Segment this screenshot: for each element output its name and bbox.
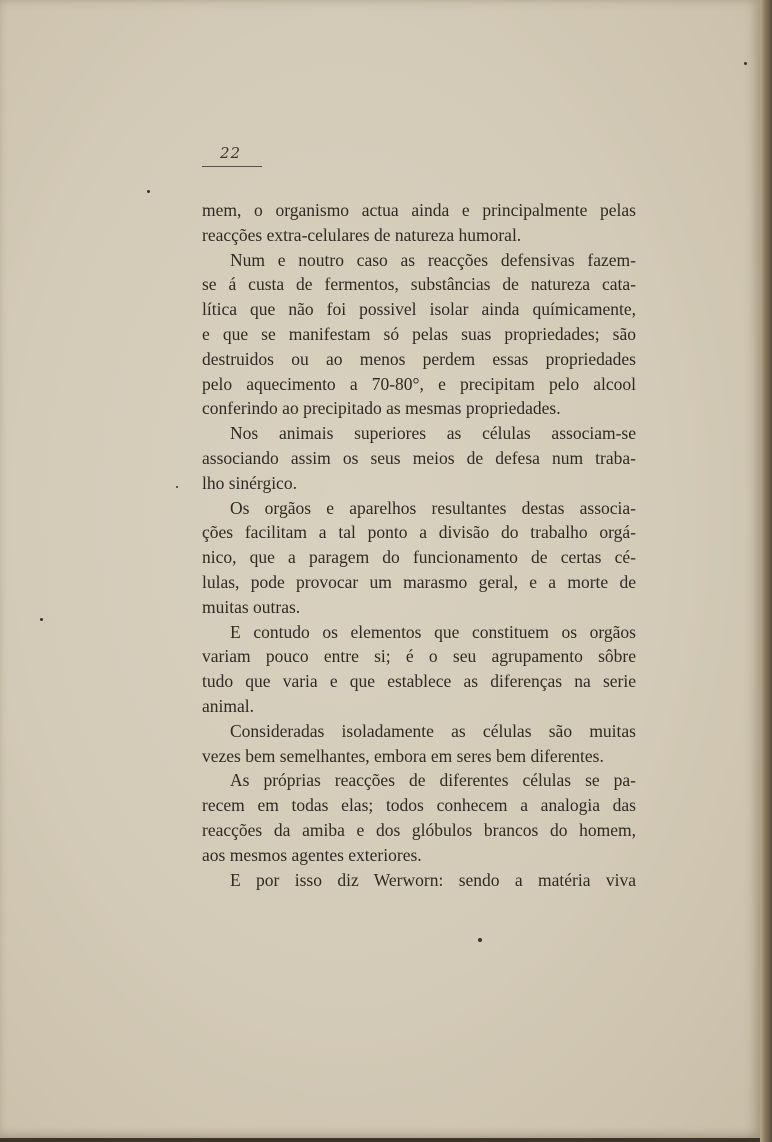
paper-speck [478,938,482,942]
page-edge [760,0,772,1142]
text-line: animal. [202,695,254,716]
text-line: ções facilitam a tal ponto a divisão do trabalho orgá- [202,522,636,543]
text-line: lho sinérgico. [202,472,297,493]
text-line: Num e noutro caso as reacções defensivas fazem- [230,249,636,270]
text-line: destruidos ou ao menos perdem essas propriedades [202,348,636,369]
text-line: lítica que não foi possivel isolar ainda químicamente, [202,299,636,320]
text-line: se á custa de fermentos, substâncias de natureza cata- [202,274,636,295]
text-line: As próprias reacções de diferentes células se pa- [230,770,636,791]
text-line: conferindo ao precipitado as mesmas propriedades. [202,398,561,419]
text-line: reacções da amiba e dos glóbulos brancos do homem, [202,819,636,840]
header-rule [202,166,262,167]
text-line: recem em todas elas; todos conhecem a analogia das [202,795,636,816]
text-line: Os orgãos e aparelhos resultantes destas associa- [230,497,636,518]
text-line: lulas, pode provocar um marasmo geral, e a morte de [202,571,636,592]
text-line: muitas outras. [202,596,301,617]
text-line: associando assim os seus meios de defesa num traba- [202,447,636,468]
text-line: variam pouco entre si; é o seu agrupamento sôbre [202,646,636,667]
body-text [202,198,636,892]
paper-speck [744,62,747,65]
text-line: tudo que varia e que establece as diferenças na serie [202,671,636,692]
text-line: Consideradas isoladamente as células são muitas [230,720,636,741]
text-line: Nos animais superiores as células associam-se [230,423,636,444]
paper-speck [40,618,43,621]
page-number: 22 [220,144,242,162]
text-line: aos mesmos agentes exteriores. [202,844,422,865]
text-line: pelo aquecimento a 70-80°, e precipitam pelo alcool [202,373,636,394]
text-line: e que se manifestam só pelas suas propriedades; são [202,323,636,344]
text-line: reacções extra-celulares de natureza humoral. [202,224,522,245]
text-line: E contudo os elementos que constituem os orgãos [230,621,636,642]
paper-speck [147,190,150,193]
text-line: mem, o organismo actua ainda e principalmente pelas [202,200,636,220]
text-line: vezes bem semelhantes, embora em seres bem diferentes. [202,745,604,766]
paper-speck [176,486,178,488]
text-line: E por isso diz Werworn: sendo a matéria viva [230,869,636,890]
text-line: nico, que a paragem do funcionamento de certas cé- [202,547,636,568]
